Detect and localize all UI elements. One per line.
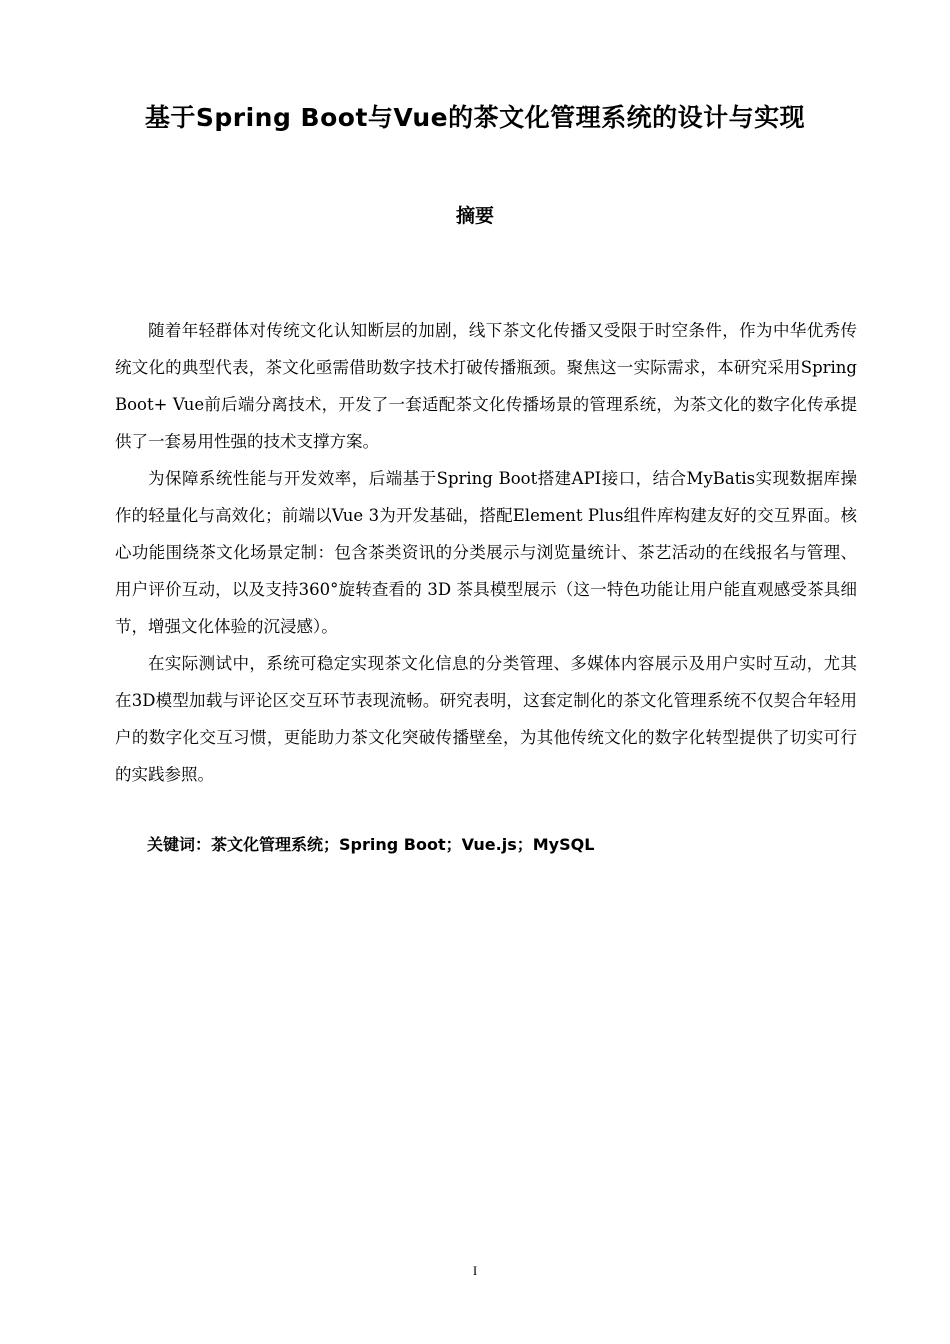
abstract-paragraph-1: 随着年轻群体对传统文化认知断层的加剧，线下茶文化传播又受限于时空条件，作为中华优秀传统文化的典型代表，茶文化亟需借助数字技术打破传播瓶颈。聚焦这一实际需求，本研究采用Spring Boot+ Vue前后端分离技术，开发了一套适配茶文化传播场景的管理系统，为茶文化的数字化传承提供了一套易用性强的技术支撑方案。	[115, 321, 857, 451]
abstract-body	[115, 312, 857, 793]
page-number: I	[472, 1263, 478, 1278]
abstract-paragraph-2: 为保障系统性能与开发效率，后端基于Spring Boot搭建API接口，结合MyBatis实现数据库操作的轻量化与高效化；前端以Vue 3为开发基础，搭配Element Plus组件库构建友好的交互界面。核心功能围绕茶文化场景定制：包含茶类资讯的分类展示与浏览量统计、茶艺活动的在线报名与管理、用户评价互动，以及支持360°旋转查看的 3D 茶具模型展示（这一特色功能让用户能直观感受茶具细节，增强文化体验的沉浸感）。	[115, 469, 857, 636]
paper-title: 基于Spring Boot与Vue的茶文化管理系统的设计与实现	[144, 103, 806, 132]
abstract-paragraph-3: 在实际测试中，系统可稳定实现茶文化信息的分类管理、多媒体内容展示及用户实时互动，尤其在3D模型加载与评论区交互环节表现流畅。研究表明，这套定制化的茶文化管理系统不仅契合年轻用户的数字化交互习惯，更能助力茶文化突破传播壁垒，为其他传统文化的数字化转型提供了切实可行的实践参照。	[115, 654, 857, 784]
abstract-heading: 摘要	[455, 205, 494, 227]
keywords-line: 关键词：茶文化管理系统；Spring Boot；Vue.js；MySQL	[147, 835, 595, 854]
